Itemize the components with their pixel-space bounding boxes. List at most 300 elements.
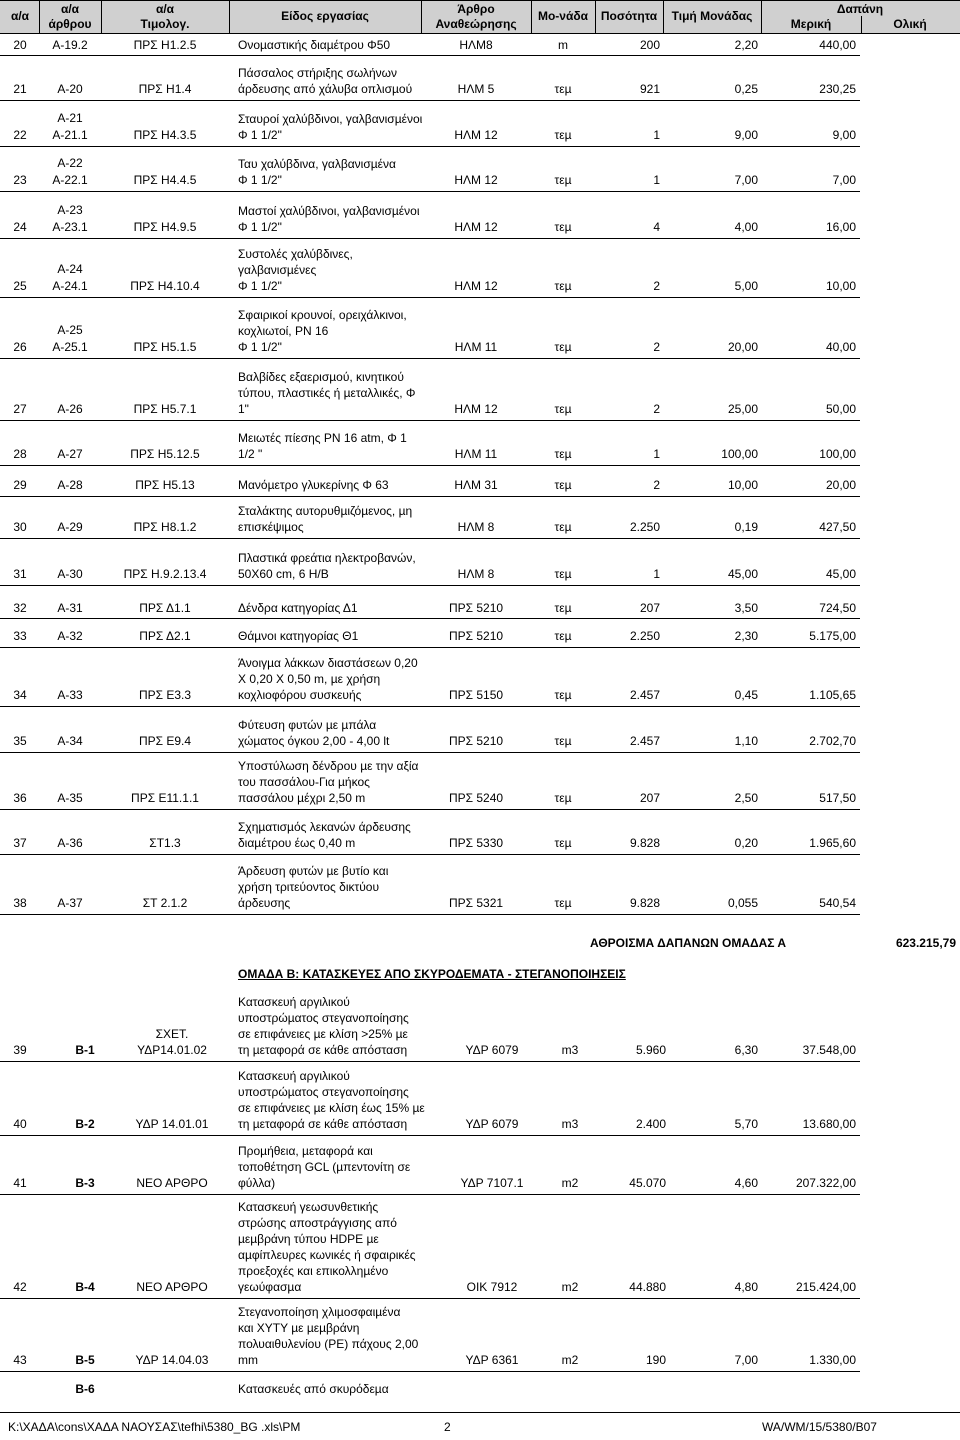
row-quantity: 921 [639,82,660,96]
row-description-line: mm [238,1353,258,1367]
row-unit: m2 [561,1176,579,1190]
row-quantity: 2.457 [629,734,660,748]
row-unit-price: 100,00 [721,447,758,461]
row-description-line: Βαλβίδες εξαερισµού, κινητικού [238,370,404,384]
row-code: A-24.1 [52,279,88,293]
row-revision-article: ΠΡΣ 5240 [448,791,504,805]
header-divider [861,16,862,34]
row-quantity: 2 [653,340,660,354]
row-unit-price: 2,30 [734,629,758,643]
row-description-line: 1/2 " [238,447,263,461]
row-price-list-ref: ΠΡΣ Η5.13 [135,478,195,492]
row-description-line: γεωύφασµα [238,1280,302,1294]
row-unit-price: 0,20 [734,836,758,850]
row-revision-article: ΥΔΡ 6079 [465,1043,519,1057]
row-revision-article: ΗΛΜ 12 [454,402,498,416]
row-separator [0,538,860,539]
row-number: 35 [13,734,27,748]
row-revision-article: ΗΛΜ 12 [454,220,498,234]
row-number: 42 [13,1280,27,1294]
row-number: 38 [13,896,27,910]
table-header [0,0,960,34]
row-separator [0,465,860,466]
row-description-line: άρδευσης από χάλυβα οπλισµού [238,82,413,96]
row-partial-cost: 2.702,70 [809,734,856,748]
row-description-line: µεµβράνη τύπου HDPE µε [238,1232,379,1246]
row-description-line: Άρδευση φυτών µε βυτίο και [238,864,389,878]
row-unit-price: 6,30 [734,1043,758,1057]
row-unit-price: 9,00 [734,128,758,142]
row-unit: τεµ [554,734,572,748]
row-number: 24 [13,220,27,234]
row-description-line: πασσάλου µέχρι 2,50 m [238,791,366,805]
row-description-line: Μανόµετρο γλυκερίνης Φ 63 [238,478,389,492]
row-quantity: 45.070 [629,1176,666,1190]
row-code: A-34 [57,734,83,748]
row-unit: τεµ [554,340,572,354]
header-divider [101,0,102,34]
row-price-list-ref: ΣΤ1.3 [149,836,181,850]
row-partial-cost: 45,00 [825,567,856,581]
row-price-list-ref: ΠΡΣ Η4.9.5 [133,220,197,234]
row-quantity: 9.828 [629,836,660,850]
row-unit: τεµ [554,478,572,492]
row-number: 21 [13,82,27,96]
row-price-list-ref: ΠΡΣ Δ1.1 [139,601,191,615]
row-description-line: χρήση τριτεύοντος δικτύου [238,880,380,894]
row-revision-article: ΗΛΜ 12 [454,279,498,293]
row-number: 31 [13,567,27,581]
row-partial-cost: 230,25 [819,82,856,96]
row-quantity: 5.960 [635,1043,666,1057]
row-separator [0,55,860,56]
header-divider [761,0,762,34]
row-code-group: A-22 [57,156,83,170]
row-code: A-32 [57,629,83,643]
row-revision-article: ΥΔΡ 7107.1 [460,1176,524,1190]
header-arthro-1: Άρθρο [457,2,495,16]
header-aa-timol-2: Τιμολογ. [140,17,190,31]
row-price-list-ref: ΝΕΟ ΑΡΘΡΟ [136,1280,208,1294]
row-description-line: Φύτευση φυτών µε µπάλα [238,718,377,732]
row-unit: τεµ [554,447,572,461]
row-quantity: 200 [639,38,660,52]
header-monada: Μο-νάδα [537,9,589,23]
row-description-line: Άνοιγµα λάκκων διαστάσεων 0,20 [238,656,418,670]
row-unit-price: 4,60 [734,1176,758,1190]
row-code-group: A-25 [57,323,83,337]
row-description-line: σε επιφάνειες µε κλίση >25% µε [238,1027,408,1041]
row-number: 33 [13,629,27,643]
row-description-line: άρδευσης [238,896,291,910]
row-price-list-ref: ΠΡΣ Η5.7.1 [133,402,197,416]
row-description-line: Φ 1 1/2" [238,279,282,293]
row-revision-article: ΠΡΣ 5321 [448,896,504,910]
row-revision-article: ΥΔΡ 6361 [465,1353,519,1367]
row-revision-article: ΗΛΜ 12 [454,173,498,187]
row-unit: m2 [561,1353,579,1367]
row-price-list-ref: ΠΡΣ Δ2.1 [139,629,191,643]
row-number: 39 [13,1043,27,1057]
header-divider [663,0,664,34]
row-code: A-29 [57,520,83,534]
row-description-line: Κατασκευή αργιλικού [238,995,350,1009]
row-code: A-27 [57,447,83,461]
row-description-line: Σταυροί χαλύβδινοι, γαλβανισµένοι [238,112,423,126]
row-revision-article: ΠΡΣ 5150 [448,688,504,702]
row-separator [0,914,860,915]
row-description-line: Σταλάκτης αυτορυθµιζόµενος, µη [238,504,413,518]
row-unit: τεµ [554,896,572,910]
row-unit: m [558,38,568,52]
row-quantity: 2.400 [635,1117,666,1131]
row-description-line: Πλαστικά φρεάτια ηλεκτροβανών, [238,551,416,565]
row-description-line: Προµήθεια, µεταφορά και [238,1144,373,1158]
row-quantity: 2 [653,478,660,492]
row-separator [0,1298,860,1299]
row-unit: τεµ [554,567,572,581]
row-price-list-ref: ΠΡΣ Η1.4 [138,82,192,96]
row-unit: m2 [561,1280,579,1294]
row-code: A-33 [57,688,83,702]
row-unit-price: 3,50 [734,601,758,615]
row-revision-article: ΠΡΣ 5210 [448,629,504,643]
row-price-list-ref: ΠΡΣ Η5.12.5 [130,447,200,461]
group-b-title: ΟΜΑΔΑ Β: ΚΑΤΑΣΚΕΥΕΣ ΑΠΟ ΣΚΥΡΟΔΕΜΑΤΑ - ΣΤΕΓΑΝΟΠΟΙΗΣΕΙΣ [238,967,626,981]
row-description-line: 1" [238,402,249,416]
footer-page-number: 2 [444,1420,451,1434]
row-code: B-2 [75,1117,95,1131]
row-price-list-ref: ΠΡΣ Η8.1.2 [133,520,197,534]
footer-reference: WA/WM/15/5380/B07 [762,1420,877,1434]
row-number: 23 [13,173,27,187]
row-description-line: φύλλα) [238,1176,276,1190]
row-description-line: Φ 1 1/2" [238,340,282,354]
row-description-line: Ονοµαστικής διαµέτρου Φ50 [238,38,391,52]
row-separator [0,191,860,192]
row-price-list-ref: ΠΡΣ Η4.3.5 [133,128,197,142]
header-bottom-rule [0,33,960,34]
footer-path: K:\ΧΑΔΑ\cons\ΧΑΔΑ ΝΑΟΥΣΑΣ\tefhi\5380_BG .xls\PM [8,1420,301,1434]
row-partial-cost: 40,00 [825,340,856,354]
row-description-line: Υποστύλωση δένδρου µε την αξία [238,759,419,773]
row-description-line: προεξοχές και επικολληµένο [238,1264,389,1278]
row-description-line: πολυαιθυλενίου (PE) πάχους 2,00 [238,1337,419,1351]
row-separator [0,100,860,101]
row-separator [0,809,860,810]
row-unit-price: 0,45 [734,688,758,702]
row-unit-price: 4,80 [734,1280,758,1294]
header-timi: Τιμή Μονάδας [671,9,753,23]
row-unit: τεµ [554,520,572,534]
row-price-list-ref: ΠΡΣ Ε9.4 [138,734,192,748]
row-partial-cost: 7,00 [832,173,856,187]
row-unit: m3 [561,1043,579,1057]
row-number: 32 [13,601,27,615]
row-revision-article: ΗΛΜ 31 [454,478,498,492]
header-divider [595,0,596,34]
row-separator [0,706,860,707]
row-price-list-ref: ΥΔΡ 14.04.03 [135,1353,209,1367]
row-number: 34 [13,688,27,702]
row-description-line: τη µεταφορά σε κάθε απόσταση [238,1117,408,1131]
row-quantity: 207 [639,601,660,615]
row-quantity: 1 [653,447,660,461]
row-unit: τεµ [554,220,572,234]
row-partial-cost: 100,00 [819,447,856,461]
row-number: 37 [13,836,27,850]
row-quantity: 190 [645,1353,666,1367]
row-code: B-5 [75,1353,95,1367]
row-revision-article: ΗΛΜ8 [459,38,493,52]
row-price-list-ref: ΠΡΣ Η4.4.5 [133,173,197,187]
row-code: A-35 [57,791,83,805]
row-number: 20 [13,38,27,52]
row-quantity: 1 [653,567,660,581]
row-code: A-36 [57,836,83,850]
row-description-line: κοχλιοφόρου συσκευής [238,688,362,702]
row-partial-cost: 540,54 [819,896,856,910]
row-code: A-20 [57,82,83,96]
row-revision-article: ΗΛΜ 12 [454,128,498,142]
header-aa-timol-1: α/α [155,2,175,16]
header-dapani: Δαπάνη [836,2,884,16]
row-unit: τεµ [554,791,572,805]
row-quantity: 9.828 [629,896,660,910]
row-unit-price: 0,055 [727,896,758,910]
row-separator [0,618,860,619]
row-code-group: A-21 [57,111,83,125]
header-aa-arthrou-1: α/α [60,2,80,16]
row-revision-article: ΗΛΜ 11 [454,447,498,461]
row-description-line: Κατασκευή γεωσυνθετικής [238,1200,379,1214]
header-divider [531,0,532,34]
row-number: 43 [13,1353,27,1367]
row-code: A-26 [57,402,83,416]
row-separator [0,1194,860,1195]
row-code: A-21.1 [52,128,88,142]
row-quantity: 2 [653,402,660,416]
row-description-line: αµφίπλευρες κωνικές ή σφαιρικές [238,1248,416,1262]
row-revision-article: ΥΔΡ 6079 [465,1117,519,1131]
row-unit-price: 2,20 [734,38,758,52]
row-description-line: επισκέψιµος [238,520,304,534]
row-quantity: 2.250 [629,629,660,643]
row-unit-price: 45,00 [727,567,758,581]
row-number: 41 [13,1176,27,1190]
row-partial-cost: 517,50 [819,791,856,805]
row-description-line: Σχηµατισµός λεκανών άρδευσης [238,820,411,834]
row-unit-price: 5,00 [734,279,758,293]
row-unit-price: 10,00 [727,478,758,492]
row-description-line: τοποθέτηση GCL (µπεντονίτη σε [238,1160,411,1174]
row-unit: τεµ [554,629,572,643]
row-code-group: A-24 [57,262,83,276]
row-description-line: τη µεταφορά σε κάθε απόσταση [238,1043,408,1057]
row-b6-description: Κατασκευές από σκυρόδεµα [238,1382,389,1396]
row-price-list-ref: ΠΡΣ Η1.2.5 [133,38,197,52]
row-revision-article: ΠΡΣ 5210 [448,734,504,748]
row-description-line: διαµέτρου έως 0,40 m [238,836,356,850]
row-description-line: Στεγανοποίηση χλιµοσφαιµένα [238,1305,401,1319]
row-partial-cost: 440,00 [819,38,856,52]
row-description-line: χώµατος όγκου 2,00 - 4,00 lt [238,734,390,748]
row-partial-cost: 1.105,65 [809,688,856,702]
row-price-list-ref: ΥΔΡ 14.01.01 [135,1117,209,1131]
row-number: 40 [13,1117,27,1131]
header-divider [421,0,422,34]
group-a-sum-label: ΑΘΡΟΙΣΜΑ ΔΑΠΑΝΩΝ ΟΜΑΔΑΣ Α [590,936,787,950]
row-partial-cost: 215.424,00 [795,1280,856,1294]
row-code: B-4 [75,1280,95,1294]
group-a-sum-value: 623.215,79 [895,936,956,950]
row-price-list-ref: ΠΡΣ Η.9.2.13.4 [123,567,207,581]
row-price-list-ref: ΣΧΕΤ. [155,1027,189,1041]
row-number: 30 [13,520,27,534]
row-separator [0,297,860,298]
row-number: 28 [13,447,27,461]
row-code: A-28 [57,478,83,492]
header-oliki: Ολική [893,17,927,31]
row-description-line: Φ 1 1/2" [238,173,282,187]
row-revision-article: ΗΛΜ 11 [454,340,498,354]
row-description-line: υποστρώµατος στεγανοποίησης [238,1085,409,1099]
row-unit: τεµ [554,82,572,96]
row-quantity: 44.880 [629,1280,666,1294]
row-separator [0,585,860,586]
row-unit-price: 5,70 [734,1117,758,1131]
row-separator [0,854,860,855]
row-partial-cost: 20,00 [825,478,856,492]
row-partial-cost: 9,00 [832,128,856,142]
header-meriki: Μερική [790,17,832,31]
row-separator [0,358,860,359]
row-unit-price: 0,25 [734,82,758,96]
row-separator [0,238,860,239]
row-revision-article: ΟΙΚ 7912 [466,1280,518,1294]
row-separator [0,420,860,421]
row-revision-article: ΗΛΜ 8 [457,520,495,534]
row-price-list-ref: ΠΡΣ Η4.10.4 [130,279,200,293]
row-partial-cost: 16,00 [825,220,856,234]
row-description-line: στρώσης αποστράγγισης από [238,1216,397,1230]
row-code: A-30 [57,567,83,581]
row-description-line: Φ 1 1/2" [238,220,282,234]
header-posotita: Ποσότητα [600,9,658,23]
row-code-group: A-23 [57,203,83,217]
row-description-line: Μειωτές πίεσης PN 16 atm, Φ 1 [238,431,407,445]
row-description-line: του πασσάλου-Για µήκος [238,775,370,789]
row-price-list-ref: ΣΤ 2.1.2 [142,896,188,910]
row-description-line: υποστρώµατος στεγανοποίησης [238,1011,409,1025]
row-description-line: γαλβανισµένες [238,263,317,277]
row-description-line: Κατασκευή αργιλικού [238,1069,350,1083]
row-description-line: και ΧΥΤΥ µε µεµβράνη [238,1321,360,1335]
row-description-line: Χ 0,20 Χ 0,50 m, µε χρήση [238,672,381,686]
row-partial-cost: 1.965,60 [809,836,856,850]
row-unit: τεµ [554,688,572,702]
row-separator [0,647,860,648]
row-unit-price: 20,00 [727,340,758,354]
row-number: 36 [13,791,27,805]
row-separator [0,1135,860,1136]
header-arthro-2: Αναθεώρησης [435,17,517,31]
row-partial-cost: 5.175,00 [809,629,856,643]
row-unit: m3 [561,1117,579,1131]
row-partial-cost: 37.548,00 [802,1043,856,1057]
row-price-list-ref: ΠΡΣ Ε3.3 [138,688,192,702]
row-number: 22 [13,128,27,142]
row-number: 29 [13,478,27,492]
row-price-list-ref: ΠΡΣ Ε11.1.1 [131,791,199,805]
row-partial-cost: 724,50 [819,601,856,615]
row-unit-price: 4,00 [734,220,758,234]
row-separator [0,752,860,753]
row-revision-article: ΠΡΣ 5330 [448,836,504,850]
row-partial-cost: 50,00 [825,402,856,416]
header-eidos: Είδος εργασίας [281,9,369,23]
header-aa-arthrou-2: άρθρου [48,17,92,31]
header-top-rule [0,0,960,1]
row-partial-cost: 13.680,00 [802,1117,856,1131]
row-description-line: Πάσσαλος στήριξης σωλήνων [238,66,398,80]
row-description-line: Δένδρα κατηγορίας Δ1 [238,601,358,615]
row-unit: τεµ [554,836,572,850]
row-number: 25 [13,279,27,293]
row-b6-code: B-6 [75,1382,95,1396]
row-number: 26 [13,340,27,354]
row-number: 27 [13,402,27,416]
row-separator [0,1371,860,1372]
row-code: A-23.1 [52,220,88,234]
row-unit-price: 25,00 [727,402,758,416]
header-aa: α/α [10,9,30,23]
row-description-line: Μαστοί χαλύβδινοι, γαλβανισµένοι [238,204,420,218]
row-unit-price: 7,00 [734,1353,758,1367]
row-code: A-25.1 [52,340,88,354]
row-separator [0,496,860,497]
row-unit-price: 0,19 [734,520,758,534]
row-quantity: 1 [653,173,660,187]
row-partial-cost: 207.322,00 [795,1176,856,1190]
row-code: B-3 [75,1176,95,1190]
row-quantity: 207 [639,791,660,805]
row-description-line: Σφαιρικοί κρουνοί, ορειχάλκινοι, [238,308,407,322]
row-unit-price: 7,00 [734,173,758,187]
row-description-line: Φ 1 1/2" [238,128,282,142]
row-description-line: Ταυ χαλύβδινα, γαλβανισµένα [238,157,396,171]
row-revision-article: ΠΡΣ 5210 [448,601,504,615]
row-price-list-ref: ΠΡΣ Η5.1.5 [133,340,197,354]
row-unit: τεµ [554,128,572,142]
row-quantity: 1 [653,128,660,142]
footer-rule [0,1412,960,1413]
row-price-list-ref: ΥΔΡ14.01.02 [137,1043,207,1057]
row-revision-article: ΗΛΜ 8 [457,567,495,581]
row-unit: τεµ [554,402,572,416]
row-price-list-ref: ΝΕΟ ΑΡΘΡΟ [136,1176,208,1190]
row-unit: τεµ [554,601,572,615]
row-code: A-19.2 [52,38,88,52]
row-code: A-31 [57,601,83,615]
row-quantity: 2.457 [629,688,660,702]
row-revision-article: ΗΛΜ 5 [457,82,495,96]
row-separator [0,1061,860,1062]
header-divider [39,0,40,34]
row-partial-cost: 427,50 [819,520,856,534]
row-unit: τεµ [554,173,572,187]
row-description-line: Θάµνοι κατηγορίας Θ1 [238,629,359,643]
